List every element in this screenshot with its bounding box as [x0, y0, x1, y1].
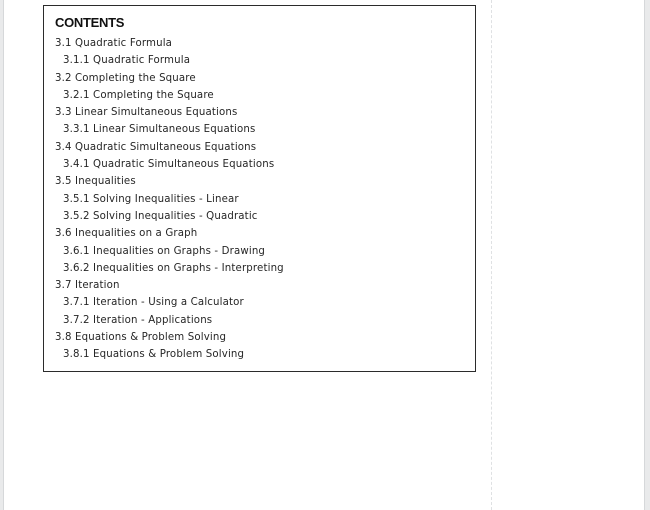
toc-item-3-4[interactable]: 3.4 Quadratic Simultaneous Equations [55, 141, 257, 153]
toc-title: CONTENTS [55, 15, 125, 30]
toc-item-3-8[interactable]: 3.8 Equations & Problem Solving [55, 332, 227, 344]
toc-item-3-1[interactable]: 3.1 Quadratic Formula [55, 38, 173, 49]
toc-item-3-7-1[interactable]: 3.7.1 Iteration - Using a Calculator [63, 297, 244, 309]
page-column-divider [491, 0, 492, 510]
toc-item-3-5[interactable]: 3.5 Inequalities [55, 176, 136, 188]
toc-item-3-5-1[interactable]: 3.5.1 Solving Inequalities - Linear [63, 193, 239, 205]
toc-item-3-6[interactable]: 3.6 Inequalities on a Graph [55, 228, 198, 240]
toc-item-3-4-1[interactable]: 3.4.1 Quadratic Simultaneous Equations [63, 159, 275, 171]
toc-item-3-2[interactable]: 3.2 Completing the Square [55, 72, 196, 84]
toc-item-3-3[interactable]: 3.3 Linear Simultaneous Equations [55, 107, 238, 119]
toc-item-3-6-1[interactable]: 3.6.1 Inequalities on Graphs - Drawing [63, 245, 266, 257]
toc-item-3-2-1[interactable]: 3.2.1 Completing the Square [63, 89, 214, 101]
toc-item-3-3-1[interactable]: 3.3.1 Linear Simultaneous Equations [63, 124, 256, 136]
toc-item-3-5-2[interactable]: 3.5.2 Solving Inequalities - Quadratic [63, 210, 258, 222]
toc-item-3-7[interactable]: 3.7 Iteration [55, 280, 120, 292]
toc-list [55, 35, 284, 364]
toc-item-3-7-2[interactable]: 3.7.2 Iteration - Applications [63, 314, 213, 326]
toc-item-3-6-2[interactable]: 3.6.2 Inequalities on Graphs - Interpreting [63, 262, 284, 274]
table-of-contents [43, 5, 476, 372]
toc-item-3-1-1[interactable]: 3.1.1 Quadratic Formula [63, 55, 191, 67]
toc-item-3-8-1[interactable]: 3.8.1 Equations & Problem Solving [63, 349, 245, 361]
document-page [3, 0, 645, 510]
